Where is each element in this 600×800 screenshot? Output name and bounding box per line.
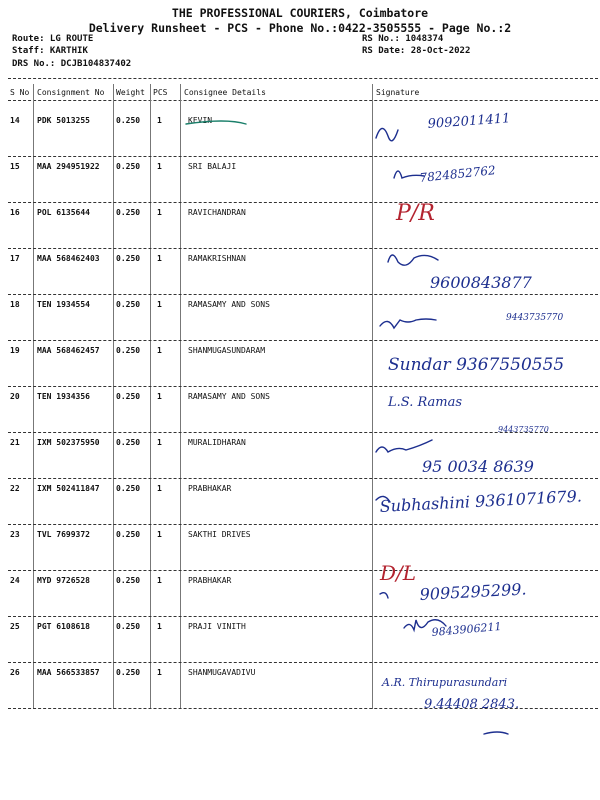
row-pcs: 1	[157, 116, 162, 125]
route-label: Route: LG ROUTE	[12, 34, 94, 44]
handwritten-signature: Sundar 9367550555	[388, 355, 565, 375]
row-consignment-no: TEN 1934554	[37, 300, 90, 309]
handwritten-signature: D/L	[380, 561, 417, 585]
row-pcs: 1	[157, 438, 162, 447]
row-consignee: PRABHAKAR	[188, 576, 232, 585]
row-consignee: SAKTHI DRIVES	[188, 530, 251, 539]
row-weight: 0.250	[116, 530, 141, 539]
row-consignment-no: MAA 566533857	[37, 668, 100, 677]
handwritten-signature: 7824852762	[418, 163, 497, 185]
row-consignment-no: MAA 568462403	[37, 254, 100, 263]
handwritten-signature: Subhashini 9361071679.	[379, 486, 583, 516]
row-weight: 0.250	[116, 622, 141, 631]
drs-label: DRS No.: DCJB104837402	[12, 59, 132, 69]
row-pcs: 1	[157, 208, 162, 217]
row-sno: 26	[10, 668, 20, 677]
runsheet-subtitle: Delivery Runsheet - PCS - Phone No.:0422-3505555 - Page No.:2	[88, 21, 512, 35]
row-consignment-no: PDK 5013255	[37, 116, 90, 125]
col-header-weight: Weight	[116, 88, 145, 97]
handwritten-signature: L.S. Ramas	[388, 395, 463, 410]
row-consignment-no: MYD 9726528	[37, 576, 90, 585]
handwritten-signature: A.R. Thirupurasundari	[382, 676, 508, 689]
row-weight: 0.250	[116, 668, 141, 677]
row-weight: 0.250	[116, 208, 141, 217]
row-consignee: RAMASAMY AND SONS	[188, 392, 270, 401]
row-sno: 15	[10, 162, 20, 171]
row-consignment-no: IXM 502411847	[37, 484, 100, 493]
handwritten-signature: 9.44408 2843.	[424, 697, 520, 712]
handwritten-signature: 9443735770	[498, 425, 549, 434]
row-consignee: RAVICHANDRAN	[188, 208, 246, 217]
row-consignment-no: MAA 568462457	[37, 346, 100, 355]
row-weight: 0.250	[116, 438, 141, 447]
row-consignment-no: MAA 294951922	[37, 162, 100, 171]
row-pcs: 1	[157, 484, 162, 493]
row-sno: 21	[10, 438, 20, 447]
runsheet-company-title: THE PROFESSIONAL COURIERS, Coimbatore	[171, 6, 429, 20]
row-sno: 24	[10, 576, 20, 585]
row-pcs: 1	[157, 300, 162, 309]
row-weight: 0.250	[116, 162, 141, 171]
signature-stroke	[380, 593, 388, 598]
row-sno: 18	[10, 300, 20, 309]
row-weight: 0.250	[116, 484, 141, 493]
signature-stroke	[376, 440, 432, 452]
row-consignee: RAMAKRISHNAN	[188, 254, 246, 263]
row-sno: 20	[10, 392, 20, 401]
signature-stroke	[484, 732, 508, 734]
row-sno: 16	[10, 208, 20, 217]
row-consignment-no: IXM 502375950	[37, 438, 100, 447]
row-consignee: MURALIDHARAN	[188, 438, 246, 447]
row-consignee: PRAJI VINITH	[188, 622, 246, 631]
row-consignee: SHANMUGASUNDARAM	[188, 346, 266, 355]
rs-number: RS No.: 1048374	[362, 34, 444, 44]
row-weight: 0.250	[116, 576, 141, 585]
row-consignee: KEVIN	[188, 116, 213, 125]
row-pcs: 1	[157, 346, 162, 355]
row-weight: 0.250	[116, 346, 141, 355]
row-pcs: 1	[157, 530, 162, 539]
row-weight: 0.250	[116, 254, 141, 263]
row-weight: 0.250	[116, 392, 141, 401]
row-consignee: RAMASAMY AND SONS	[188, 300, 270, 309]
signature-stroke	[376, 128, 398, 140]
row-pcs: 1	[157, 668, 162, 677]
row-consignee: SHANMUGAVADIVU	[188, 668, 256, 677]
handwritten-signature: 9092011411	[427, 111, 511, 132]
row-sno: 17	[10, 254, 20, 263]
row-pcs: 1	[157, 392, 162, 401]
row-pcs: 1	[157, 162, 162, 171]
row-sno: 14	[10, 116, 20, 125]
col-header-consignee: Consignee Details	[184, 88, 266, 97]
row-consignment-no: POL 6135644	[37, 208, 90, 217]
row-consignee: SRI BALAJI	[188, 162, 237, 171]
signature-stroke	[380, 319, 436, 328]
row-consignment-no: PGT 6108618	[37, 622, 90, 631]
row-sno: 22	[10, 484, 20, 493]
col-header-pcs: PCS	[153, 88, 168, 97]
handwritten-signature: 9600843877	[430, 273, 532, 292]
row-pcs: 1	[157, 254, 162, 263]
row-sno: 25	[10, 622, 20, 631]
row-sno: 23	[10, 530, 20, 539]
handwritten-signature: 9843906211	[431, 619, 502, 639]
handwritten-signature: P/R	[396, 201, 435, 226]
row-consignment-no: TEN 1934356	[37, 392, 90, 401]
col-header-consignment: Consignment No	[37, 88, 105, 97]
row-pcs: 1	[157, 622, 162, 631]
row-consignee: PRABHAKAR	[188, 484, 232, 493]
col-header-sno: S No	[10, 88, 30, 97]
signature-stroke	[186, 121, 246, 124]
rs-date: RS Date: 28-Oct-2022	[362, 46, 471, 56]
row-sno: 19	[10, 346, 20, 355]
row-weight: 0.250	[116, 300, 141, 309]
staff-label: Staff: KARTHIK	[12, 46, 88, 56]
handwritten-signature: 95 0034 8639	[422, 457, 534, 476]
row-pcs: 1	[157, 576, 162, 585]
row-weight: 0.250	[116, 116, 141, 125]
handwritten-signature: 9095295299.	[419, 579, 527, 604]
col-header-signature: Signature	[376, 88, 420, 97]
handwritten-signature: 9443735770	[506, 313, 564, 323]
row-consignment-no: TVL 7699372	[37, 530, 90, 539]
signature-stroke	[388, 255, 438, 265]
